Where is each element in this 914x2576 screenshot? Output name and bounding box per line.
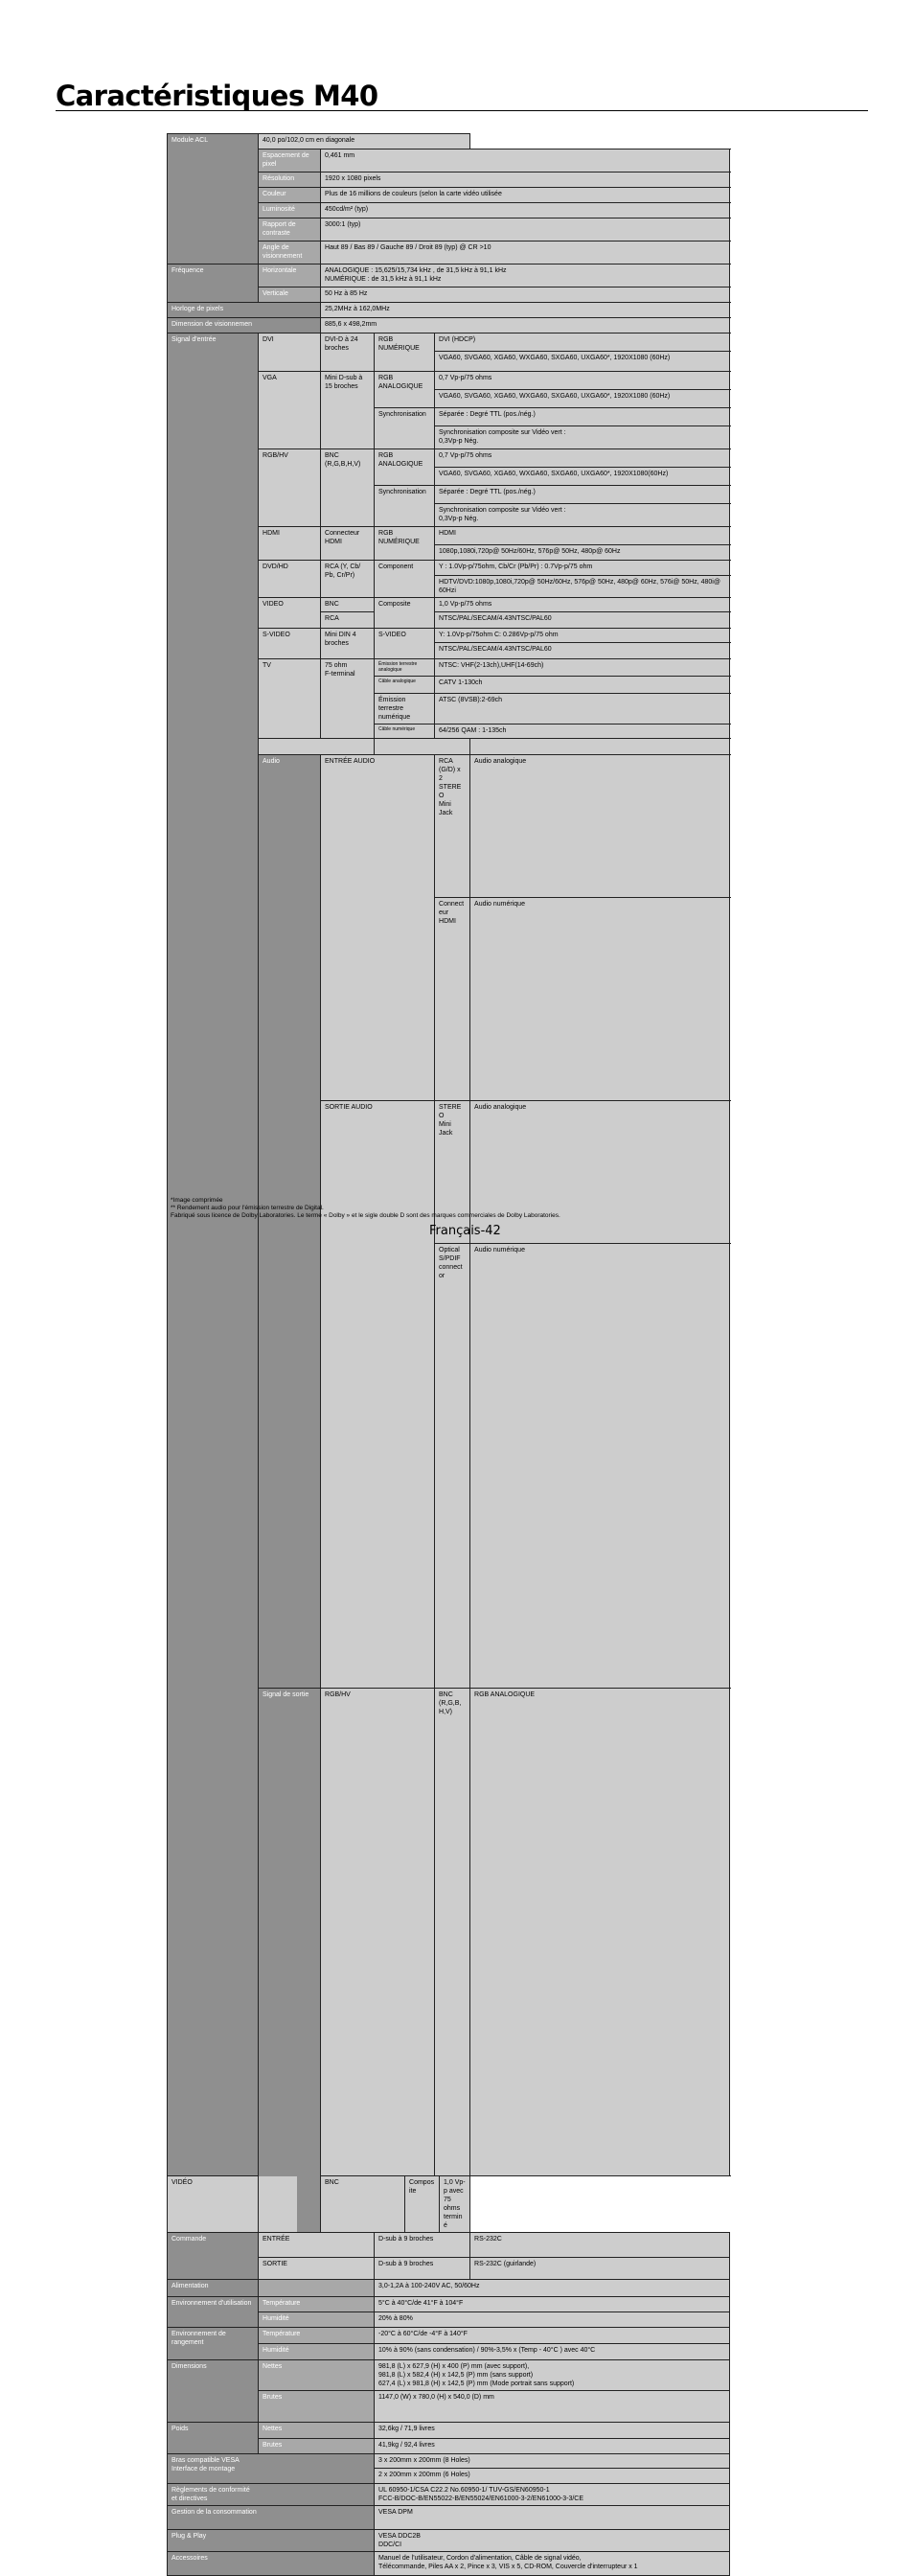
title-rule: [56, 110, 868, 111]
spec-value-cell: SORTIE AUDIO: [321, 1101, 435, 1689]
spec-value-cell: Mini DIN 4 broches: [321, 629, 375, 659]
spec-value-cell: 1,0 Vp-p/75 ohms: [435, 598, 730, 612]
spec-row: [168, 2530, 730, 2552]
spec-value-cell: VIDÉO: [168, 2176, 297, 2233]
spec-value-cell: Connecteur HDMI: [435, 898, 470, 1101]
spec-value-cell: 450cd/m² (typ): [321, 203, 730, 218]
spec-value-cell: 0,7 Vp-p/75 ohms: [435, 372, 730, 390]
spec-value-cell: 5°C à 40°C/de 41°F à 104°F: [375, 2297, 730, 2312]
spec-value-cell: RCA (G/D) x 2 STEREO Mini Jack: [435, 755, 470, 898]
spec-value-cell: [259, 739, 375, 755]
spec-value-cell: D-sub à 9 broches: [375, 2233, 470, 2258]
spec-value-cell: 3000:1 (typ): [321, 218, 730, 242]
spec-label-cell: Signal d'entrée: [168, 334, 259, 2176]
spec-value-cell: Mini D-sub à 15 broches: [321, 372, 375, 449]
spec-label-cell: Alimentation: [168, 2280, 259, 2297]
spec-value-cell: 50 Hz à 85 Hz: [321, 288, 730, 303]
spec-value-cell: Synchronisation: [375, 486, 435, 527]
spec-row: [168, 134, 730, 150]
spec-value-cell: UL 60950-1/CSA C22.2 No.60950-1/ TUV-GS/EN60950-1 FCC-B/DOC-B/EN55022-B/EN55024/EN61000-3-2/EN61000-3-3/CE: [375, 2484, 730, 2506]
spec-value-cell: Émission terrestre analogique: [375, 659, 435, 677]
spec-label-cell: Bras compatible VESA Interface de montage: [168, 2454, 375, 2484]
spec-value-cell: Composite: [405, 2176, 440, 2233]
spec-value-cell: Synchronisation: [375, 408, 435, 449]
spec-label-cell: Dimensions: [168, 2360, 259, 2423]
spec-row: [168, 2360, 730, 2391]
spec-value-cell: [470, 739, 730, 755]
spec-value-cell: Plus de 16 millions de couleurs (selon la carte vidéo utilisée: [321, 188, 730, 203]
spec-value-cell: 41,9kg / 92,4 livres: [375, 2439, 730, 2454]
spec-value-cell: 981,8 (L) x 627,9 (H) x 400 (P) mm (avec support), 981,8 (L) x 582,4 (H) x 142,5 (P) mm (sans support) 627,4 (L) x 981,8 (H) x 142,5 (P) mm (Mode portrait sans support): [375, 2360, 730, 2391]
spec-label-cell: Signal de sortie: [259, 1689, 321, 2233]
spec-label-cell: Espacement de pixel: [259, 150, 321, 172]
spec-row: [168, 2176, 730, 2233]
spec-value-cell: ENTRÉE AUDIO: [321, 755, 435, 1101]
spec-label-cell: Règlements de conformité et directives: [168, 2484, 375, 2506]
spec-value-cell: 64/256 QAM : 1-135ch: [435, 724, 730, 739]
spec-row: [168, 2506, 730, 2530]
spec-value-cell: S-VIDEO: [259, 629, 321, 659]
spec-value-cell: Audio numérique: [470, 898, 730, 1101]
spec-value-cell: D-sub à 9 broches: [375, 2258, 470, 2280]
spec-row: [168, 2233, 730, 2258]
spec-label-cell: Brutes: [259, 2439, 375, 2454]
spec-value-cell: BNC: [321, 598, 375, 612]
spec-value-cell: Component: [375, 561, 435, 598]
spec-value-cell: Haut 89 / Bas 89 / Gauche 89 / Droit 89 (typ) @ CR >10: [321, 242, 730, 264]
spec-value-cell: 1,0 Vp-p avec 75 ohms terminé: [440, 2176, 470, 2233]
spec-value-cell: RGB NUMÉRIQUE: [375, 527, 435, 561]
spec-label-cell: Rapport de contraste: [259, 218, 321, 242]
spec-value-cell: RGB/HV: [259, 449, 321, 527]
spec-label-cell: Module ACL: [168, 134, 259, 264]
spec-label-cell: Nettes: [259, 2360, 375, 2391]
spec-value-cell: DVI-D à 24 broches: [321, 334, 375, 372]
spec-label-cell: [259, 2280, 375, 2297]
spec-value-cell: 0,7 Vp-p/75 ohms: [435, 449, 730, 468]
spec-value-cell: 25,2MHz à 162,0MHz: [321, 303, 730, 318]
spec-label-cell: Accessoires: [168, 2552, 375, 2576]
spec-row: [168, 303, 730, 318]
spec-label-cell: Couleur: [259, 188, 321, 203]
spec-value-cell: 2 x 200mm x 200mm (6 Holes): [375, 2469, 730, 2484]
spec-row: [168, 2423, 730, 2439]
spec-row: [168, 2484, 730, 2506]
spec-value-cell: HDTV/DVD:1080p,1080i,720p@ 50Hz/60Hz, 576p@ 50Hz, 480p@ 60Hz, 576i@ 50Hz, 480i@ 60Hzi: [435, 576, 730, 598]
spec-row: [168, 334, 730, 352]
spec-value-cell: Manuel de l'utilisateur, Cordon d'alimentation, Câble de signal vidéo, Télécommande, Piles AA x 2, Pince x 3, VIS x 5, CD-ROM, Couvercle d'interrupteur x 1: [375, 2552, 730, 2576]
spec-value-cell: BNC (R,G,B,H,V): [435, 1689, 470, 2176]
spec-value-cell: 3,0-1,2A à 100-240V AC, 50/60Hz: [375, 2280, 730, 2297]
spec-value-cell: DVI: [259, 334, 321, 372]
spec-value-cell: Audio analogique: [470, 1101, 730, 1244]
spec-value-cell: ENTRÉE: [259, 2233, 375, 2258]
spec-value-cell: VGA60, SVGA60, XGA60, WXGA60, SXGA60, UXGA60*, 1920X1080 (60Hz): [435, 352, 730, 372]
spec-value-cell: STEREO Mini Jack: [435, 1101, 470, 1244]
spec-value-cell: Câble numérique: [375, 724, 435, 739]
spec-value-cell: Câble analogique: [375, 677, 435, 694]
spec-value-cell: Audio numérique: [470, 1244, 730, 1689]
spec-value-cell: 75 ohm F-terminal: [321, 659, 375, 739]
spec-value-cell: 1920 x 1080 pixels: [321, 172, 730, 188]
spec-value-cell: 10% à 90% (sans condensation) / 90%-3,5% x (Temp - 40°C ) avec 40°C: [375, 2344, 730, 2360]
spec-label-cell: Horloge de pixels: [168, 303, 321, 318]
spec-value-cell: Optical S/PDIF connector: [435, 1244, 470, 1689]
spec-value-cell: 20% à 80%: [375, 2312, 730, 2328]
spec-value-cell: ANALOGIQUE : 15,625/15,734 kHz , de 31,5 kHz à 91,1 kHz NUMÉRIQUE : de 31,5 kHz à 91,1 kHz: [321, 264, 730, 288]
spec-row: [168, 2552, 730, 2576]
spec-value-cell: RGB/HV: [321, 1689, 435, 2176]
spec-value-cell: -20°C à 60°C/de -4°F à 140°F: [375, 2328, 730, 2344]
spec-value-cell: VGA60, SVGA60, XGA60, WXGA60, SXGA60, UXGA60*, 1920X1080 (60Hz): [435, 390, 730, 408]
spec-label-cell: Environnement de rangement: [168, 2328, 259, 2360]
spec-value-cell: CATV 1-130ch: [435, 677, 730, 694]
spec-value-cell: Séparée : Degré TTL (pos./nég.): [435, 486, 730, 504]
spec-label-cell: Résolution: [259, 172, 321, 188]
spec-label-cell: Humidité: [259, 2312, 375, 2328]
spec-label-cell: Dimension de visionnemen: [168, 318, 321, 334]
spec-value-cell: RCA: [321, 612, 375, 629]
spec-value-cell: VGA60, SVGA60, XGA60, WXGA60, SXGA60, UXGA60*, 1920X1080(60Hz): [435, 468, 730, 486]
spec-value-cell: HDMI: [259, 527, 321, 561]
spec-value-cell: NTSC/PAL/SECAM/4.43NTSC/PAL60: [435, 643, 730, 659]
spec-row: [168, 318, 730, 334]
spec-value-cell: Synchronisation composite sur Vidéo vert : 0,3Vp-p Nég.: [435, 426, 730, 449]
spec-value-cell: 40,0 po/102,0 cm en diagonale: [259, 134, 470, 150]
spec-label-cell: Plug & Play: [168, 2530, 375, 2552]
spec-value-cell: ATSC (8VSB):2-69ch: [435, 694, 730, 724]
footnotes: [171, 1197, 560, 1220]
spec-value-cell: RS-232C: [470, 2233, 730, 2258]
spec-value-cell: Y : 1.0Vp-p/75ohm, Cb/Cr (Pb/Pr) : 0.7Vp-p/75 ohm: [435, 561, 730, 576]
spec-row: [168, 2328, 730, 2344]
spec-value-cell: Séparée : Degré TTL (pos./nég.): [435, 408, 730, 426]
spec-label-cell: Commande: [168, 2233, 259, 2280]
spec-value-cell: RGB ANALOGIQUE: [375, 372, 435, 408]
spec-value-cell: VGA: [259, 372, 321, 449]
spec-value-cell: Audio analogique: [470, 755, 730, 898]
spec-label-cell: Température: [259, 2297, 375, 2312]
spec-label-cell: Horizontale: [259, 264, 321, 288]
spec-label-cell: Fréquence: [168, 264, 259, 303]
spec-row: [168, 2280, 730, 2297]
spec-value-cell: DVI (HDCP): [435, 334, 730, 352]
spec-label-cell: Environnement d'utilisation: [168, 2297, 259, 2328]
spec-value-cell: DVD/HD: [259, 561, 321, 598]
spec-label-cell: Brutes: [259, 2391, 375, 2423]
spec-label-cell: Température: [259, 2328, 375, 2344]
footnote-audio-output: ** Rendement audio pour l'émission terrestre de Digital.: [171, 1205, 324, 1211]
spec-table-body: [168, 134, 730, 2576]
spec-row: [168, 2297, 730, 2312]
footnote-compressed-image: *Image comprimée: [171, 1197, 223, 1204]
spec-label-cell: Poids: [168, 2423, 259, 2454]
spec-label-cell: Nettes: [259, 2423, 375, 2439]
spec-table: [167, 133, 730, 2576]
spec-value-cell: 885,6 x 498,2mm: [321, 318, 730, 334]
spec-value-cell: 1080p,1080i,720p@ 50Hz/60Hz, 576p@ 50Hz, 480p@ 60Hz: [435, 545, 730, 561]
spec-row: [168, 264, 730, 288]
spec-value-cell: [375, 739, 470, 755]
spec-value-cell: 32,6kg / 71,9 livres: [375, 2423, 730, 2439]
spec-label-cell: Angle de visionnement: [259, 242, 321, 264]
spec-label-cell: Gestion de la consommation: [168, 2506, 375, 2530]
spec-value-cell: 3 x 200mm x 200mm (8 Holes): [375, 2454, 730, 2469]
spec-value-cell: VIDEO: [259, 598, 321, 629]
spec-value-cell: BNC (R,G,B,H,V): [321, 449, 375, 527]
spec-value-cell: Y: 1.0Vp-p/75ohm C: 0.286Vp-p/75 ohm: [435, 629, 730, 643]
spec-value-cell: RCA (Y, Cb/ Pb, Cr/Pr): [321, 561, 375, 598]
spec-label-cell: Verticale: [259, 288, 321, 303]
spec-value-cell: HDMI: [435, 527, 730, 545]
footnote-dolby-license: Fabriqué sous licence de Dolby Laboratories. Le terme « Dolby » et le sigle double D sont des marques commerciales de Dolby Laboratories.: [171, 1212, 560, 1219]
spec-value-cell: NTSC/PAL/SECAM/4.43NTSC/PAL60: [435, 612, 730, 629]
spec-value-cell: Synchronisation composite sur Vidéo vert : 0,3Vp-p Nég.: [435, 504, 730, 527]
spec-value-cell: RGB ANALOGIQUE: [470, 1689, 730, 2176]
spec-value-cell: RS-232C (guirlande): [470, 2258, 730, 2280]
spec-value-cell: 0,461 mm: [321, 150, 730, 172]
spec-value-cell: RGB ANALOGIQUE: [375, 449, 435, 486]
spec-value-cell: RGB NUMÉRIQUE: [375, 334, 435, 372]
spec-value-cell: SORTIE: [259, 2258, 375, 2280]
spec-value-cell: S-VIDEO: [375, 629, 435, 659]
spec-value-cell: TV: [259, 659, 321, 739]
spec-value-cell: Émission terrestre numérique: [375, 694, 435, 724]
spec-label-cell: Luminosité: [259, 203, 321, 218]
spec-value-cell: Connecteur HDMI: [321, 527, 375, 561]
spec-value-cell: Composite: [375, 598, 435, 629]
spec-row: [168, 2454, 730, 2469]
spec-label-cell: Audio: [259, 755, 321, 1689]
spec-label-cell: Humidité: [259, 2344, 375, 2360]
spec-value-cell: VESA DDC2B DDC/CI: [375, 2530, 730, 2552]
spec-value-cell: 1147,0 (W) x 780,0 (H) x 540,0 (D) mm: [375, 2391, 730, 2423]
page-number: Français-42: [429, 1224, 501, 1238]
spec-value-cell: NTSC: VHF(2-13ch),UHF(14-69ch): [435, 659, 730, 677]
page-title: Caractéristiques M40: [56, 80, 378, 112]
spec-value-cell: BNC: [321, 2176, 405, 2233]
spec-value-cell: VESA DPM: [375, 2506, 730, 2530]
